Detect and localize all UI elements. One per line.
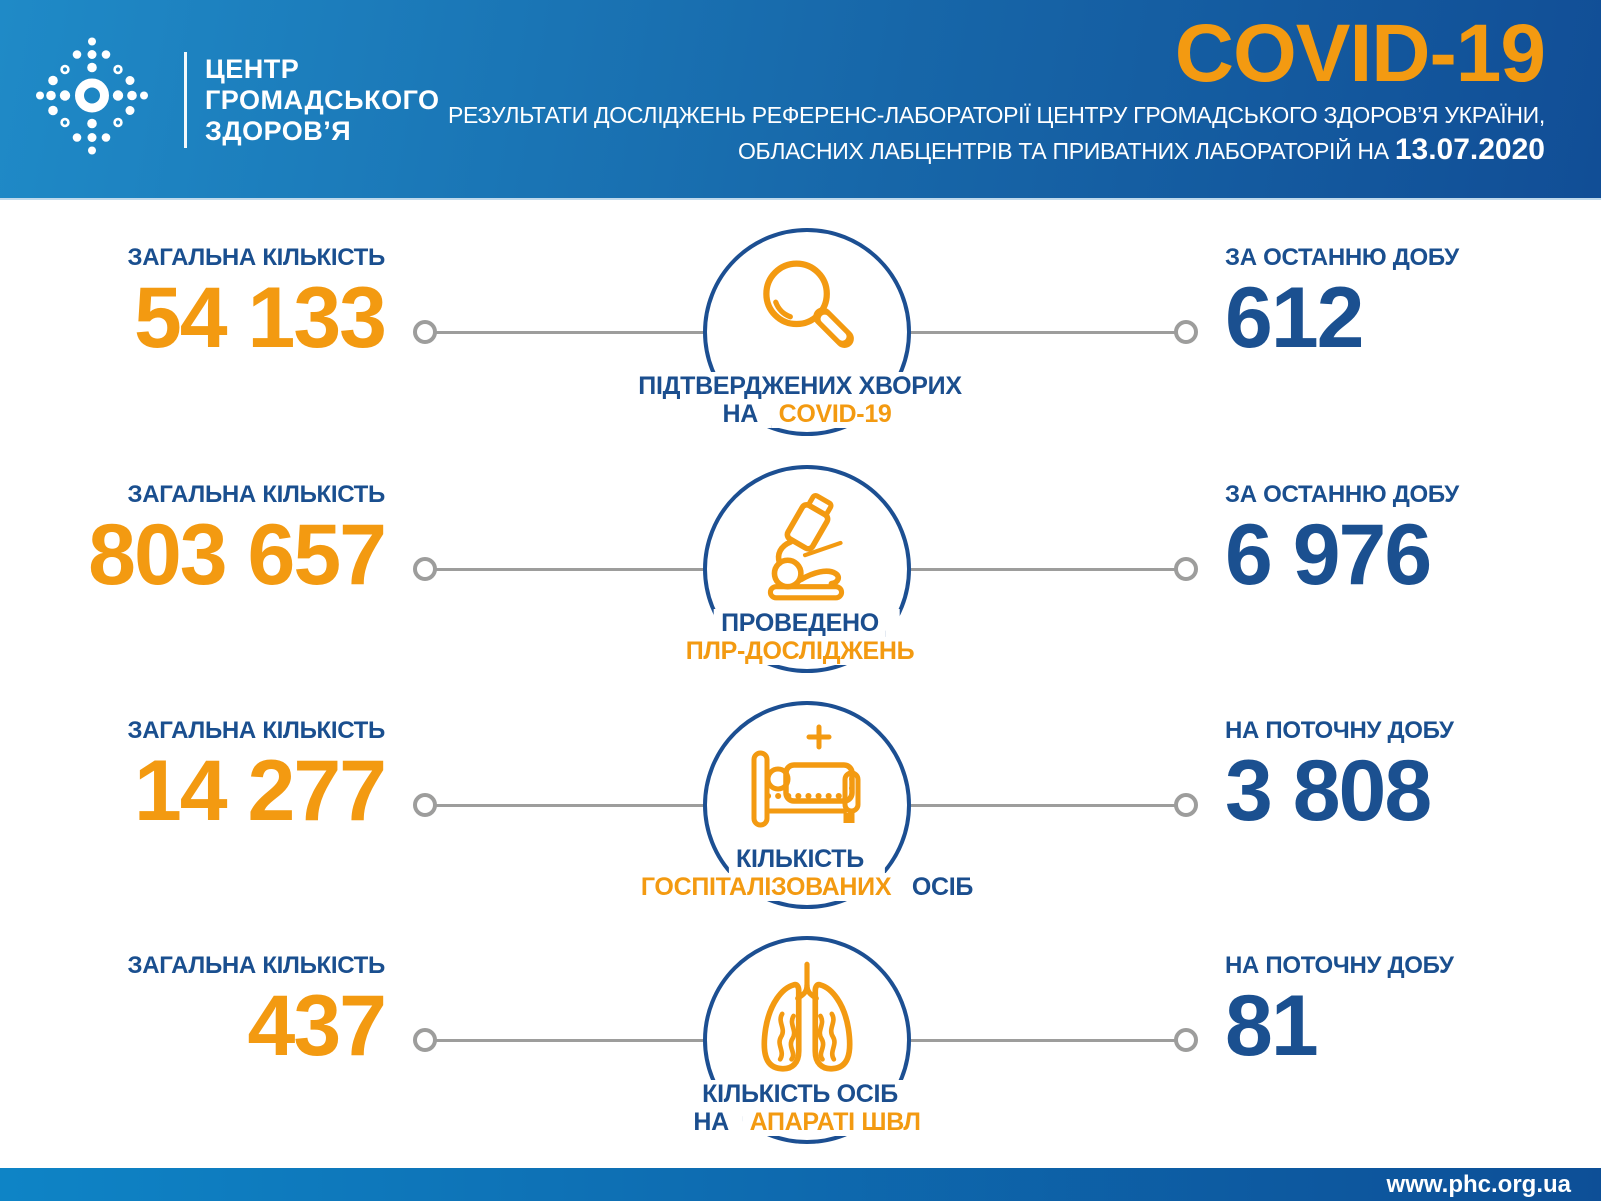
caption-line2-part1: ГОСПІТАЛІЗОВАНИХ: [634, 873, 898, 901]
stat-caption: [634, 845, 980, 901]
caption-line1-part2: [905, 1080, 919, 1108]
connector-endpoint: [413, 320, 437, 344]
logo-divider: [184, 52, 187, 148]
stat-label: ЗА ОСТАННЮ ДОБУ: [1225, 481, 1459, 508]
subtitle-line2-text: ОБЛАСНИХ ЛАБЦЕНТРІВ ТА ПРИВАТНИХ ЛАБОРАТОРІЙ НА: [737, 138, 1395, 164]
footer-url: www.phc.org.ua: [1386, 1171, 1571, 1198]
caption-line1-part1: ПРОВЕДЕНО: [714, 609, 886, 637]
connector-endpoint: [1174, 320, 1198, 344]
caption-line2-part1: НА: [686, 1108, 742, 1136]
stat-value-daily: 3 808: [1225, 743, 1431, 839]
stat-caption: [679, 609, 936, 665]
subtitle-line2: [448, 134, 1545, 167]
caption-line1-part1: КІЛЬКІСТЬ ОСІБ: [695, 1080, 905, 1108]
stat-value-total: 803 657: [88, 507, 385, 603]
lungs-icon: [745, 956, 869, 1080]
stat-value-total: 14 277: [133, 743, 385, 839]
connector-endpoint: [413, 557, 437, 581]
caption-line1-part1: ПІДТВЕРДЖЕНИХ ХВОРИХ: [631, 372, 968, 400]
footer-bar: [0, 1168, 1601, 1201]
stat-value-total: 54 133: [133, 270, 385, 366]
caption-line2-part2: COVID-19: [772, 400, 899, 428]
stat-value-daily: 612: [1225, 270, 1363, 366]
stat-value-daily: 81: [1225, 978, 1317, 1074]
caption-line2-part1: ПЛР-ДОСЛІДЖЕНЬ: [679, 637, 922, 665]
stat-label: ЗАГАЛЬНА КІЛЬКІСТЬ: [127, 952, 385, 979]
connector-endpoint: [1174, 1028, 1198, 1052]
stat-caption: [686, 1080, 927, 1136]
org-name: [205, 54, 440, 147]
caption-line1-part1: КІЛЬКІСТЬ: [729, 845, 871, 873]
org-name-line1: ЦЕНТР: [205, 54, 300, 84]
stat-caption: [631, 372, 982, 428]
org-name-line2: ГРОМАДСЬКОГО: [205, 85, 440, 115]
stat-label: НА ПОТОЧНУ ДОБУ: [1225, 717, 1454, 744]
caption-line2-part2: [921, 637, 935, 665]
subtitle-line1: РЕЗУЛЬТАТИ ДОСЛІДЖЕНЬ РЕФЕРЕНС-ЛАБОРАТОРІЇ ЦЕНТРУ ГРОМАДСЬКОГО ЗДОРОВ’Я УКРАЇНИ,: [447, 102, 1545, 128]
phc-logo-icon: [30, 26, 154, 166]
stat-label: НА ПОТОЧНУ ДОБУ: [1225, 952, 1454, 979]
org-name-line3: ЗДОРОВ’Я: [205, 116, 352, 146]
caption-line2-part1: НА: [715, 400, 771, 428]
caption-line1-part2: [886, 609, 900, 637]
stat-value-daily: 6 976: [1225, 507, 1431, 603]
stat-value-total: 437: [247, 978, 385, 1074]
connector-endpoint: [413, 793, 437, 817]
report-date: 13.07.2020: [1394, 133, 1545, 166]
stat-label: ЗАГАЛЬНА КІЛЬКІСТЬ: [127, 717, 385, 744]
microscope-icon: [746, 485, 868, 607]
magnifier-icon: [745, 248, 870, 373]
hospital-bed-icon: [741, 721, 873, 839]
stat-label: ЗАГАЛЬНА КІЛЬКІСТЬ: [127, 244, 385, 271]
connector-endpoint: [1174, 557, 1198, 581]
connector-endpoint: [413, 1028, 437, 1052]
stat-label: ЗАГАЛЬНА КІЛЬКІСТЬ: [127, 481, 385, 508]
connector-endpoint: [1174, 793, 1198, 817]
caption-line2-part2: ОСІБ: [898, 873, 980, 901]
stat-label: ЗА ОСТАННЮ ДОБУ: [1225, 244, 1459, 271]
page-title: COVID-19: [1174, 8, 1545, 99]
caption-line1-part2: [969, 372, 983, 400]
caption-line1-part2: [871, 845, 885, 873]
caption-line2-part2: АПАРАТІ ШВЛ: [743, 1108, 928, 1136]
header-banner: [0, 0, 1601, 200]
